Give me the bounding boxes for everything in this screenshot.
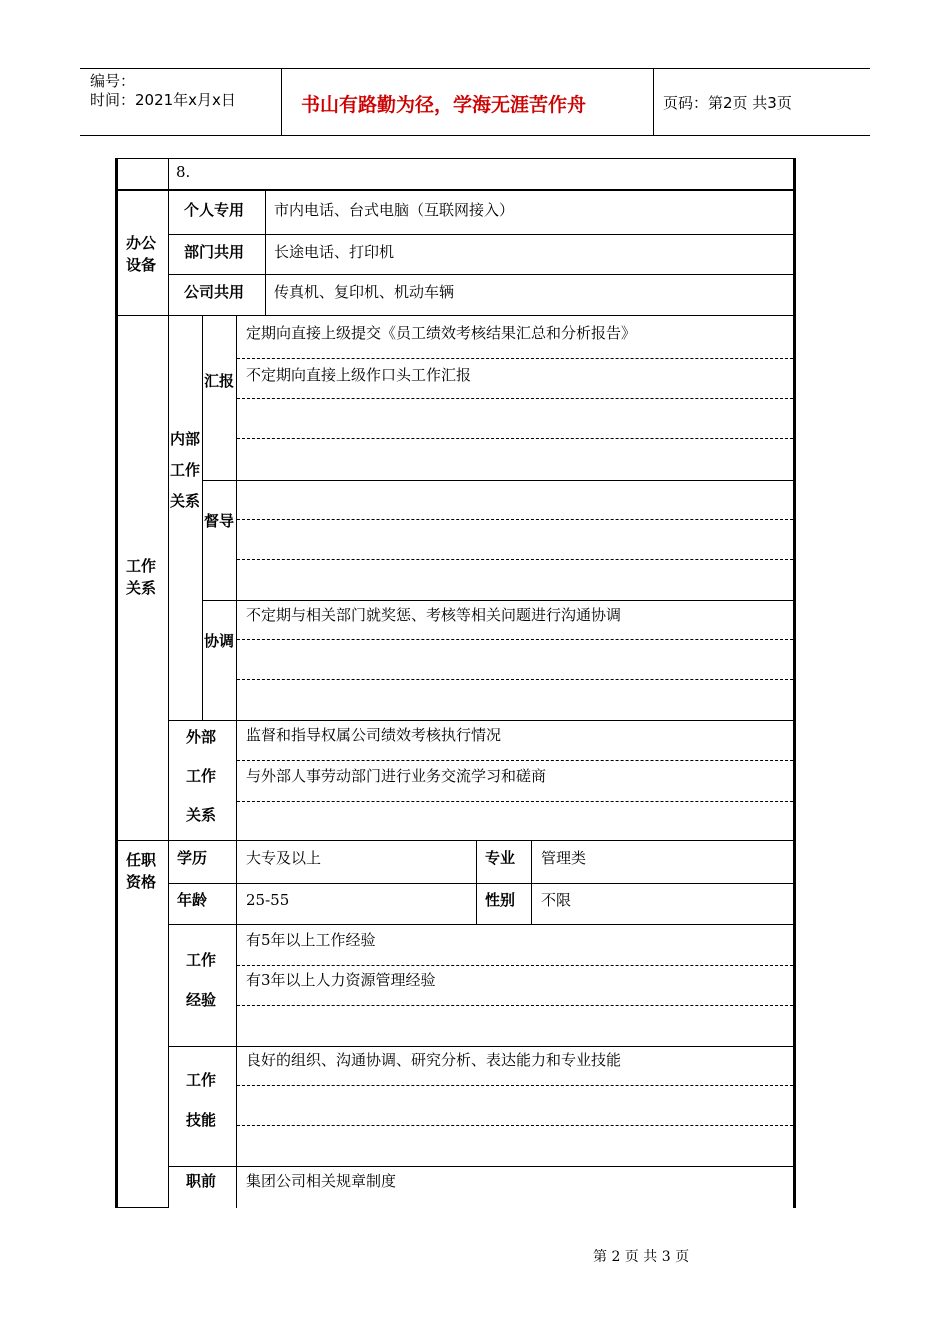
- external-line-1: 监督和指导权属公司绩效考核执行情况: [246, 726, 502, 744]
- header-bottom-rule: [80, 135, 870, 136]
- skills-bottom-rule: [169, 1166, 794, 1167]
- age-bottom-rule: [169, 924, 794, 925]
- office-divider-2: [265, 191, 266, 315]
- experience-bottom-rule: [169, 1046, 794, 1047]
- external-dash-2: [237, 801, 793, 802]
- age-label: 年龄: [177, 891, 208, 909]
- row8-divider: [168, 158, 169, 191]
- external-label-1: 外部: [186, 728, 217, 746]
- supervise-bottom-rule: [203, 600, 794, 601]
- page-code: 页码：第2页 共3页: [663, 94, 792, 112]
- office-equipment-label: 办公设备: [126, 234, 157, 274]
- report-dash-2: [237, 398, 793, 399]
- external-line-2: 与外部人事劳动部门进行业务交流学习和磋商: [246, 767, 547, 785]
- experience-line-1: 有5年以上工作经验: [246, 931, 376, 949]
- age-value: 25-55: [246, 891, 290, 909]
- experience-dash-1: [237, 965, 793, 966]
- major-label: 专业: [485, 849, 516, 867]
- skills-label-2: 技能: [186, 1111, 217, 1129]
- office-divider-1: [168, 191, 169, 315]
- experience-dash-2: [237, 1005, 793, 1006]
- work-relations-label: 工作关系: [126, 557, 157, 597]
- office-rule-2: [169, 274, 794, 275]
- table-bottom-left-rule: [117, 1207, 169, 1208]
- external-label-3: 关系: [186, 806, 217, 824]
- report-dash-1: [237, 358, 793, 359]
- skills-dash-1: [237, 1085, 793, 1086]
- header-top-rule: [80, 68, 870, 69]
- internal-relations-label: 内部工作关系: [170, 430, 201, 510]
- left-column-divider: [168, 316, 169, 1208]
- relations-bottom-rule: [117, 840, 794, 841]
- row8-top-rule: [117, 158, 794, 159]
- coordinate-line-1: 不定期与相关部门就奖惩、考核等相关问题进行沟通协调: [246, 606, 622, 624]
- office-bottom-rule: [117, 315, 794, 316]
- company-shared-value: 传真机、复印机、机动车辆: [274, 283, 455, 301]
- coordinate-label: 协调: [204, 632, 235, 650]
- preparation-value: 集团公司相关规章制度: [246, 1172, 397, 1190]
- header-divider-left: [281, 68, 282, 136]
- qualifications-label: 任职资格: [126, 851, 157, 891]
- preparation-label: 职前: [186, 1172, 217, 1190]
- gender-label: 性别: [485, 891, 516, 909]
- doc-time-label: 时间：2021年x月x日: [90, 91, 236, 109]
- skills-dash-2: [237, 1125, 793, 1126]
- report-bottom-rule: [203, 480, 794, 481]
- gender-value: 不限: [541, 891, 572, 909]
- header-motto: 书山有路勤为径，学海无涯苦作舟: [301, 94, 587, 116]
- report-dash-3: [237, 438, 793, 439]
- education-label: 学历: [177, 849, 208, 867]
- major-value: 管理类: [541, 849, 587, 867]
- coordinate-dash-2: [237, 679, 793, 680]
- experience-label-2: 经验: [186, 991, 217, 1009]
- personal-use-value: 市内电话、台式电脑（互联网接入）: [274, 201, 515, 219]
- experience-line-2: 有3年以上人力资源管理经验: [246, 971, 436, 989]
- internal-bottom-rule: [169, 720, 794, 721]
- doc-number-label: 编号：: [90, 72, 136, 90]
- row8-bottom-rule: [117, 189, 794, 191]
- qual-content-divider: [236, 841, 237, 1208]
- header-divider-right: [653, 68, 654, 136]
- external-dash-1: [237, 760, 793, 761]
- external-label-2: 工作: [186, 767, 217, 785]
- supervise-label: 督导: [204, 512, 235, 530]
- experience-label-1: 工作: [186, 951, 217, 969]
- personal-use-label: 个人专用: [184, 201, 245, 219]
- dept-shared-label: 部门共用: [184, 243, 245, 261]
- internal-divider: [202, 316, 203, 720]
- education-value: 大专及以上: [246, 849, 322, 867]
- report-line-1: 定期向直接上级提交《员工绩效考核结果汇总和分析报告》: [246, 324, 637, 342]
- education-bottom-rule: [169, 883, 794, 884]
- report-line-2: 不定期向直接上级作口头工作汇报: [246, 366, 472, 384]
- footer-page-number: 第 2 页 共 3 页: [593, 1249, 690, 1265]
- relations-content-divider: [236, 316, 237, 840]
- supervise-dash-2: [237, 559, 793, 560]
- dept-shared-value: 长途电话、打印机: [274, 243, 395, 261]
- row8-text: 8.: [176, 163, 191, 181]
- coordinate-dash-1: [237, 639, 793, 640]
- supervise-dash-1: [237, 519, 793, 520]
- skills-line-1: 良好的组织、沟通协调、研究分析、表达能力和专业技能: [246, 1051, 622, 1069]
- office-rule-1: [169, 234, 794, 235]
- skills-label-1: 工作: [186, 1071, 217, 1089]
- company-shared-label: 公司共用: [184, 283, 245, 301]
- report-label: 汇报: [204, 372, 235, 390]
